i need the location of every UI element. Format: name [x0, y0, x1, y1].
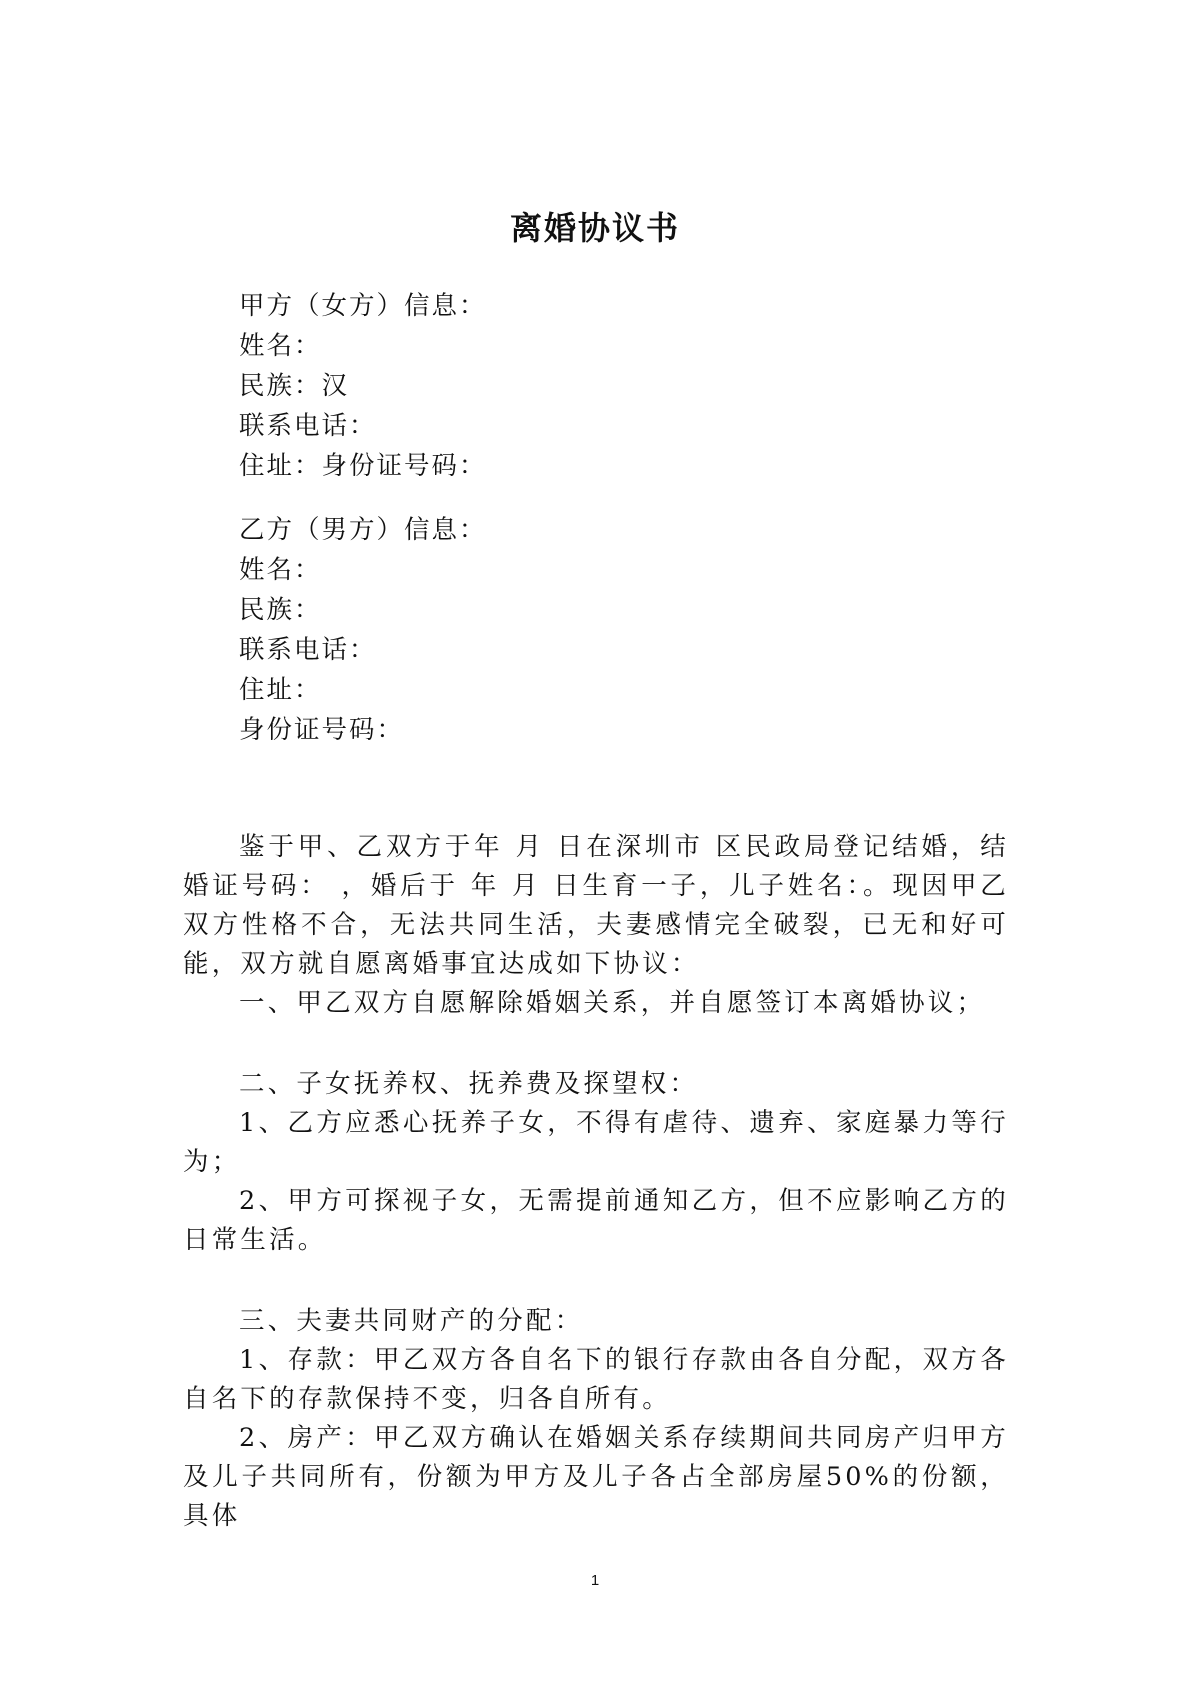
clause-2-heading: 二、子女抚养权、抚养费及探望权： [239, 1069, 699, 1099]
party-b-name: 姓名： [239, 555, 322, 585]
agreement-body [183, 828, 1009, 1536]
page-number: 1 [590, 1572, 600, 1589]
clause-3-item-1: 1、存款：甲乙双方各自名下的银行存款由各自分配，双方各自名下的存款保持不变，归各自所有。 [183, 1345, 1009, 1414]
party-b-heading: 乙方（男方）信息： [239, 515, 487, 545]
party-a-info [183, 286, 1009, 486]
party-a-ethnicity: 民族：汉 [239, 371, 350, 401]
party-a-name: 姓名： [239, 331, 322, 361]
clause-2-item-2: 2、甲方可探视子女，无需提前通知乙方，但不应影响乙方的日常生活。 [183, 1186, 1009, 1255]
document-title: 离婚协议书 [509, 209, 680, 247]
party-b-id-number: 身份证号码： [239, 715, 405, 745]
party-b-phone: 联系电话： [239, 635, 377, 665]
clause-1: 一、甲乙双方自愿解除婚姻关系，并自愿签订本离婚协议； [239, 988, 986, 1018]
party-a-heading: 甲方（女方）信息： [239, 291, 487, 321]
clause-3-heading: 三、夫妻共同财产的分配： [239, 1306, 584, 1336]
party-b-ethnicity: 民族： [239, 595, 322, 625]
party-b-info [183, 510, 1009, 750]
party-b-address: 住址： [239, 675, 322, 705]
preamble-paragraph: 鉴于甲、乙双方于年 月 日在深圳市 区民政局登记结婚，结婚证号码： ，婚后于 年 月 日生育一子，儿子姓名：。现因甲乙双方性格不合，无法共同生活，夫妻感情完全破裂，已无和好可能，双方就自愿离婚事宜达成如下协议： [183, 832, 1009, 979]
party-a-phone: 联系电话： [239, 411, 377, 441]
party-a-address-id: 住址：身份证号码： [239, 451, 487, 481]
clause-3-item-2: 2、房产：甲乙双方确认在婚姻关系存续期间共同房产归甲方及儿子共同所有，份额为甲方及儿子各占全部房屋50%的份额，具体 [183, 1423, 1009, 1531]
clause-2-item-1: 1、乙方应悉心抚养子女，不得有虐待、遗弃、家庭暴力等行为； [183, 1108, 1009, 1177]
